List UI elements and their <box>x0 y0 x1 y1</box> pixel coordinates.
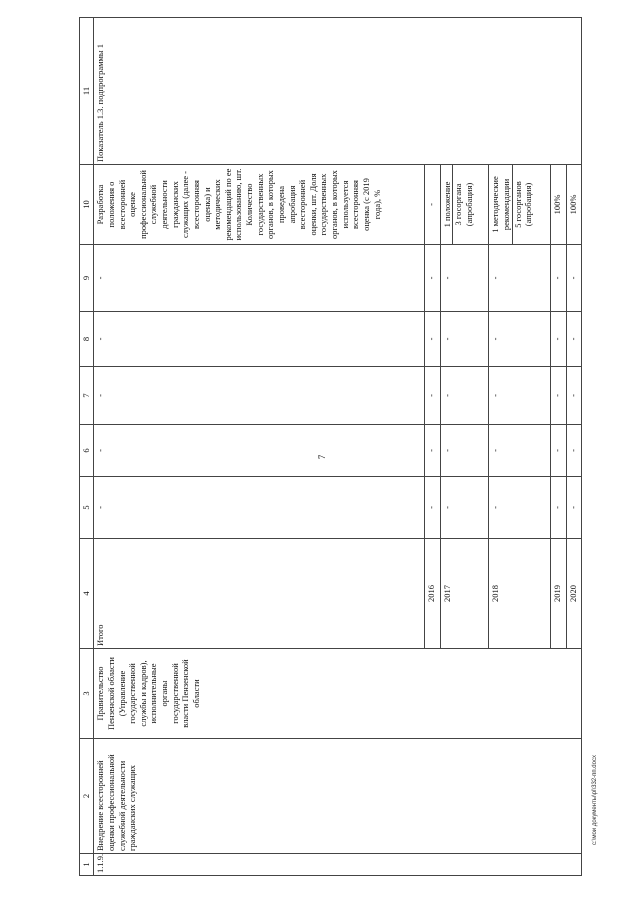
rotated-table-container <box>79 18 582 876</box>
result-line: 3 госоргана (апробация) <box>452 165 474 244</box>
total-value-6: - <box>94 425 425 477</box>
value-cell: - <box>425 425 440 477</box>
indicator-description: Разработка положения о всесторонней оценке профессиональной служебной деятельности гражданских служащих (далее - всесторонняя оценка) и методических рекомендаций по ее использованию, шт. Количество государственных органов, в которых проведена апробация всесторонней оценки, шт. Доля государственных органов, в которых используется всесторонняя оценка (с 2019 года), % <box>94 165 425 245</box>
total-value-8: - <box>94 312 425 367</box>
total-label: Итого <box>94 539 425 649</box>
value-cell: - <box>551 245 566 312</box>
col-header-5: 5 <box>80 477 94 539</box>
result-cell <box>440 165 489 245</box>
col-header-2: 2 <box>80 739 94 854</box>
total-value-7: - <box>94 367 425 425</box>
year-cell: 2017 <box>440 539 489 649</box>
column-number-row <box>80 18 94 876</box>
value-cell: - <box>440 425 489 477</box>
value-cell: - <box>566 367 582 425</box>
value-cell: - <box>489 477 551 539</box>
year-cell: 2018 <box>489 539 551 649</box>
value-cell: - <box>551 367 566 425</box>
result-line: 1 методические рекомендации <box>490 176 511 233</box>
indicator-link: Показатель 1.3. подпрограммы 1 <box>94 18 582 165</box>
value-cell: - <box>489 425 551 477</box>
col-header-4: 4 <box>80 539 94 649</box>
total-value-9: - <box>94 245 425 312</box>
col-header-8: 8 <box>80 312 94 367</box>
total-row <box>94 18 425 876</box>
result-cell: 100% <box>566 165 582 245</box>
executor: Правительство Пензенской области (Управление государственной службы и кадров), исполнительные органы государственной власти Пензенской области <box>94 649 582 739</box>
result-cell <box>489 165 551 245</box>
year-cell: 2020 <box>566 539 582 649</box>
col-header-6: 6 <box>80 425 94 477</box>
value-cell: - <box>440 312 489 367</box>
value-cell: - <box>551 312 566 367</box>
value-cell: - <box>425 477 440 539</box>
result-line: 1 положение <box>441 181 452 228</box>
col-header-1: 1 <box>80 854 94 876</box>
value-cell: - <box>566 245 582 312</box>
page-number: 7 <box>317 454 327 460</box>
value-cell: - <box>440 367 489 425</box>
value-cell: - <box>440 245 489 312</box>
result-cell: 100% <box>551 165 566 245</box>
result-cell: - <box>425 165 440 245</box>
value-cell: - <box>566 312 582 367</box>
col-header-9: 9 <box>80 245 94 312</box>
value-cell: - <box>440 477 489 539</box>
col-header-3: 3 <box>80 649 94 739</box>
value-cell: - <box>489 367 551 425</box>
col-header-7: 7 <box>80 367 94 425</box>
col-header-10: 10 <box>80 165 94 245</box>
value-cell: - <box>489 312 551 367</box>
value-cell: - <box>566 477 582 539</box>
value-cell: - <box>566 425 582 477</box>
footer-file-path: c:\мои документы\pl\332-пп.docx <box>592 755 598 845</box>
program-measures-table <box>79 17 582 876</box>
value-cell: - <box>551 477 566 539</box>
col-header-11: 11 <box>80 18 94 165</box>
year-cell: 2019 <box>551 539 566 649</box>
measure-number: 1.1.9. <box>94 854 582 876</box>
value-cell: - <box>425 245 440 312</box>
value-cell: - <box>425 312 440 367</box>
result-line: 5 госорганов (апробация) <box>512 165 534 244</box>
value-cell: - <box>489 245 551 312</box>
year-cell: 2016 <box>425 539 440 649</box>
value-cell: - <box>425 367 440 425</box>
measure-name: Внедрение всесторонней оценки профессиональной служебной деятельности гражданских служащих <box>94 739 582 854</box>
value-cell: - <box>551 425 566 477</box>
total-value-5: - <box>94 477 425 539</box>
